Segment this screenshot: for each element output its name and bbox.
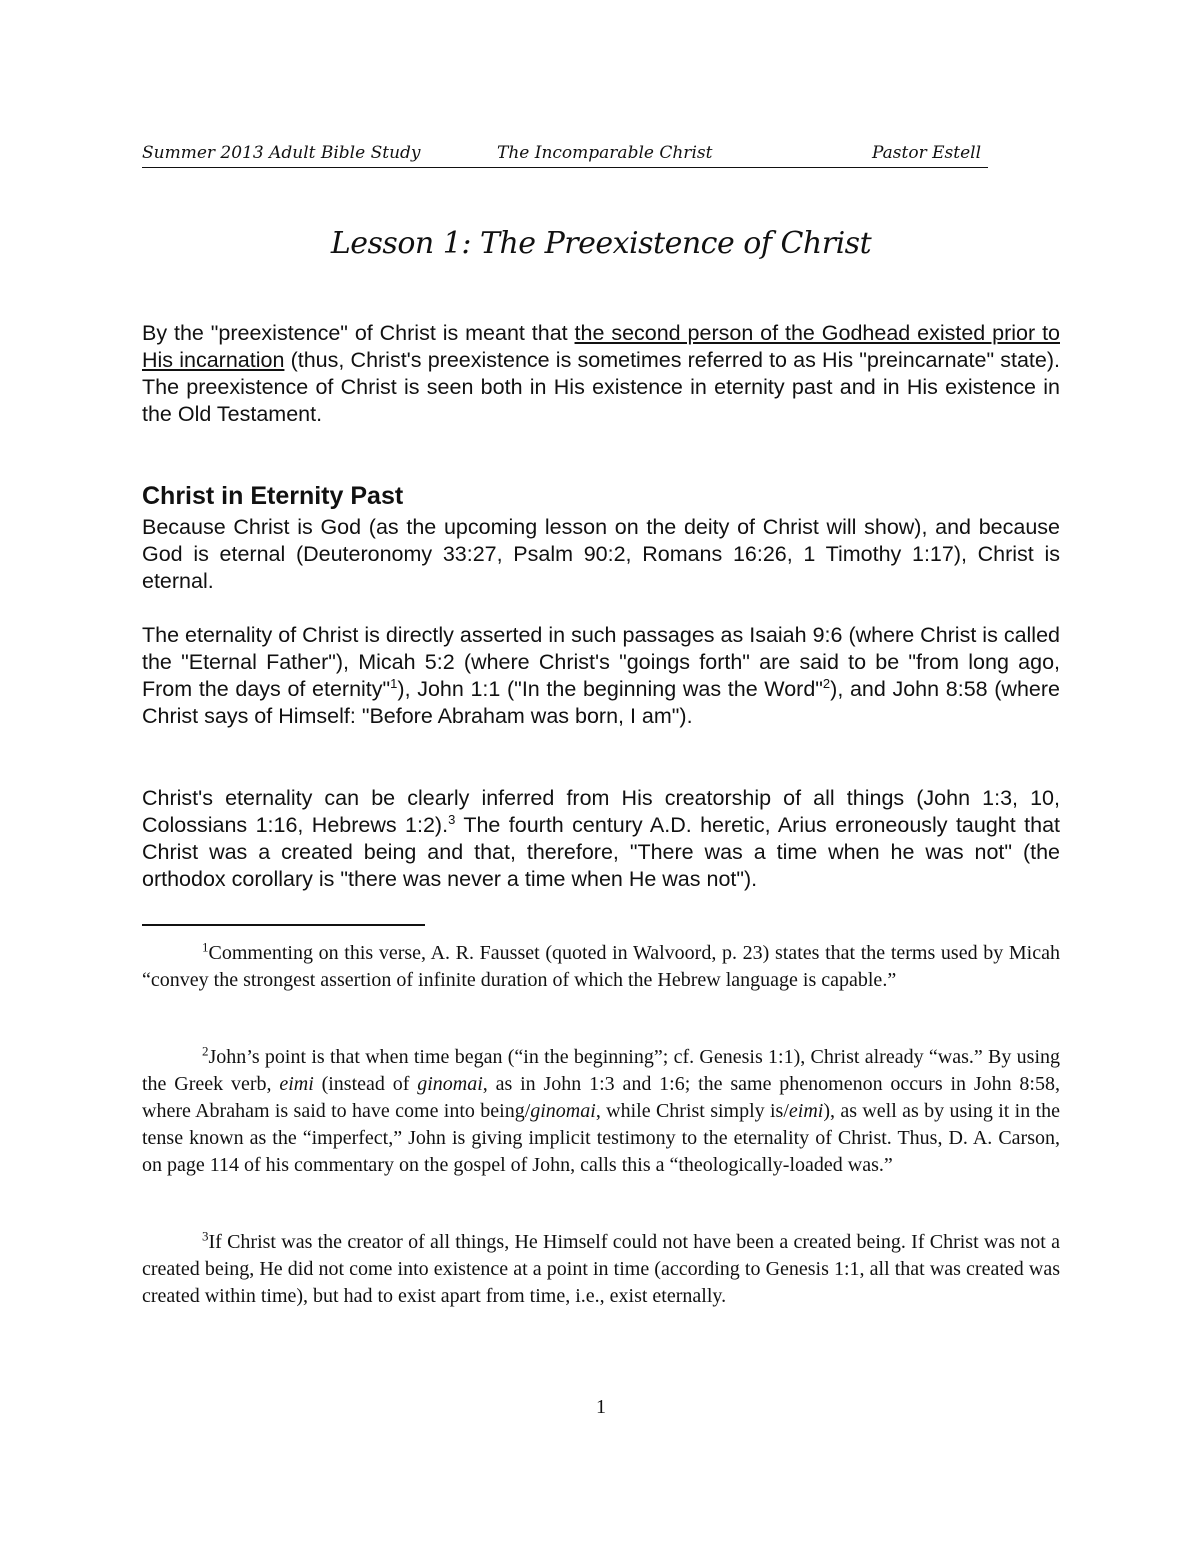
header-right: Pastor Estell xyxy=(872,143,982,163)
footnote-separator xyxy=(142,924,425,926)
intro-rest: (thus, Christ's preexistence is sometimes referred to as His "preincarnate" state). The preexistence of Christ is seen both in His existence in eternity past and in His existence in the Old Testament. xyxy=(142,348,1060,426)
header-left: Summer 2013 Adult Bible Study xyxy=(142,143,421,163)
section-heading: Christ in Eternity Past xyxy=(142,482,404,510)
running-header xyxy=(142,143,988,168)
paragraph-2-part-c: ), and John 8:58 (where Christ says of Himself: "Before Abraham was born, I am"). xyxy=(142,677,1060,728)
footnote-2-text-e: ), as well as by using it in the tense known as the “imperfect,” John is giving implicit testimony to the eternality of Christ. Thus, D. A. Carson, on page 114 of his commentary on the gospel of John, calls this a “theologically-loaded was.” xyxy=(142,1100,1061,1176)
footnote-2 xyxy=(142,1044,1060,1179)
paragraph-3-part-a: Christ's eternality can be clearly inferred from His creatorship of all things (John 1:3, 10, Colossians 1:16, Hebrews 1:2). xyxy=(142,786,1060,837)
footnote-2-text-d: , while Christ simply is/ xyxy=(595,1100,789,1122)
footnote-3 xyxy=(142,1229,1060,1310)
footnote-ref-1: 1 xyxy=(390,675,398,691)
footnote-2-text-c: , as in John 1:3 and 1:6; the same phenomenon occurs in John 8:58, where Abraham is said to have come into being/ xyxy=(142,1073,1060,1122)
footnote-2-text-b: (instead of xyxy=(313,1073,418,1095)
footnote-ref-2: 2 xyxy=(822,675,831,691)
paragraph-2 xyxy=(142,622,1060,730)
footnote-3-mark: 3 xyxy=(202,1228,209,1244)
footnote-1-mark: 1 xyxy=(202,939,209,955)
paragraph-1: Because Christ is God (as the upcoming lesson on the deity of Christ will show), and because God is eternal (Deuteronomy 33:27, Psalm 90:2, Romans 16:26, 1 Timothy 1:17), Christ is eternal. xyxy=(142,515,1060,593)
paragraph-3-part-b: The fourth century A.D. heretic, Arius erroneously taught that Christ was a created being and that, therefore, "There was a time when he was not" (the orthodox corollary is "there was never a time when He was not"). xyxy=(142,813,1060,891)
intro-paragraph xyxy=(142,320,1060,428)
footnote-2-text-a: John’s point is that when time began (“in the beginning”; cf. Genesis 1:1), Christ already “was.” By using the Greek verb, xyxy=(142,1046,1060,1095)
page-title: Lesson 1: The Preexistence of Christ xyxy=(330,226,872,261)
paragraph-2-part-a: The eternality of Christ is directly asserted in such passages as Isaiah 9:6 (where Christ is called the "Eternal Father"), Micah 5:2 (where Christ's "goings forth" are said to be "from long ago, From the days of eternity" xyxy=(142,623,1060,701)
footnote-2-eimi: eimi xyxy=(279,1073,314,1095)
intro-underlined: the second person of the Godhead existed prior to His incarnation xyxy=(142,321,1060,372)
page-number: 1 xyxy=(596,1396,606,1418)
footnote-2-eimi-2: eimi xyxy=(788,1100,824,1122)
header-center: The Incomparable Christ xyxy=(497,143,713,163)
footnote-3-text: If Christ was the creator of all things, He Himself could not have been a created being. If Christ was not a created being, He did not come into existence at a point in time (according to Genesis 1:1, all that was created was created within time), but had to exist apart from time, i.e., exist eternally. xyxy=(142,1231,1060,1307)
paragraph-3 xyxy=(142,785,1060,893)
footnote-1-text: Commenting on this verse, A. R. Fausset (quoted in Walvoord, p. 23) states that the terms used by Micah “convey the strongest assertion of infinite duration of which the Hebrew language is capable.” xyxy=(142,942,1060,991)
paragraph-2-part-b: ), John 1:1 ("In the beginning was the Word" xyxy=(397,677,823,701)
footnote-ref-3: 3 xyxy=(448,811,456,827)
footnote-2-mark: 2 xyxy=(202,1043,209,1059)
intro-lead: By the "preexistence" of Christ is meant that xyxy=(142,321,575,345)
footnote-2-ginomai-2: ginomai xyxy=(530,1100,596,1122)
footnote-1 xyxy=(142,940,1060,994)
footnote-2-ginomai: ginomai xyxy=(417,1073,483,1095)
